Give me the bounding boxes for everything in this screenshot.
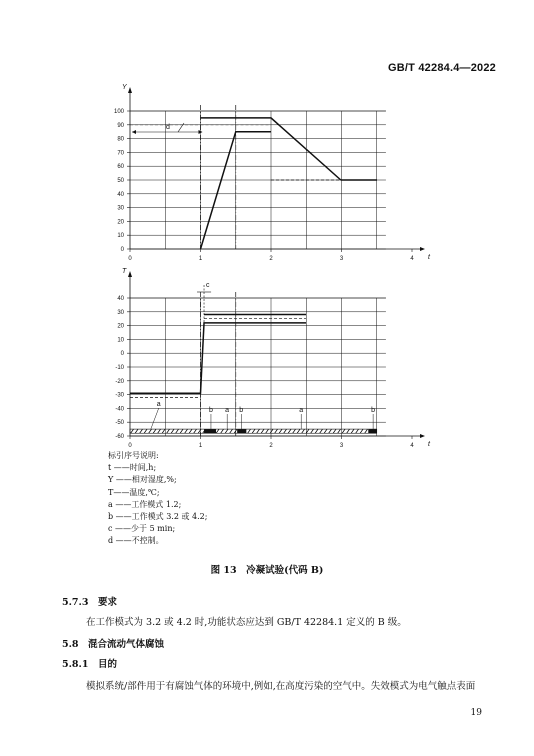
page-number: 19 [470, 708, 482, 718]
x-tick-label: 0 [128, 443, 132, 449]
section-heading-5-7-3: 5.7.3 要求 [62, 597, 117, 608]
y-tick-label: 10 [117, 337, 124, 344]
mode-a-hatch-bar [130, 429, 377, 433]
x-tick-label: 2 [269, 256, 273, 262]
y-axis-label: T [122, 268, 127, 275]
x-axis-label: t [428, 254, 430, 261]
standard-code: GB/T 42284.4—2022 [388, 62, 496, 74]
x-axis-label: t [428, 441, 430, 448]
mode-b-block [368, 429, 376, 433]
mode-b-block [204, 429, 216, 433]
y-tick-label: -50 [115, 420, 124, 427]
legend-item: t ——时间,h; [108, 463, 157, 473]
y-tick-label: -20 [115, 378, 124, 385]
legend-item: a ——工作模式 1.2; [108, 499, 182, 509]
y-tick-label: -40 [115, 406, 124, 413]
y-axis-label: Y [122, 84, 127, 91]
y-tick-label: 40 [117, 191, 124, 198]
y-tick-label: 30 [117, 309, 124, 316]
legend-item: c ——少于 5 min; [108, 524, 176, 534]
y-tick-label: 20 [117, 219, 124, 226]
y-tick-label: 80 [117, 136, 124, 143]
section-heading-5-8-1: 5.8.1 目的 [62, 659, 117, 670]
annotation-label: a [225, 407, 230, 414]
annotation-label: d [166, 124, 170, 131]
x-tick-label: 1 [198, 443, 203, 449]
y-tick-label: 0 [120, 351, 124, 358]
y-tick-label: 20 [117, 323, 124, 330]
x-tick-label: 4 [410, 443, 414, 449]
y-tick-label: 100 [113, 109, 124, 115]
legend-item: Y ——相对湿度,%; [108, 475, 177, 485]
x-tick-label: 1 [198, 256, 203, 262]
section-5-8-1-text: 模拟系统/部件用于有腐蚀气体的环境中,例如,在高度污染的空气中。失效模式为电气触点表面 [86, 681, 476, 692]
x-tick-label: 4 [410, 256, 414, 262]
legend-item: b ——工作模式 3.2 或 4.2; [108, 512, 208, 522]
y-tick-label: 50 [117, 178, 124, 184]
series-line [130, 323, 306, 393]
y-axis-arrow [128, 271, 132, 277]
y-tick-label: 60 [117, 164, 124, 171]
section-5-7-3-text: 在工作模式为 3.2 或 4.2 时,功能状态应达到 GB/T 42284.1 定义的 B 级。 [86, 617, 407, 628]
y-tick-label: -30 [115, 392, 124, 399]
y-tick-label: -10 [115, 365, 124, 371]
x-tick-label: 3 [339, 256, 344, 262]
mode-b-block [237, 429, 246, 433]
y-tick-label: 70 [117, 150, 124, 157]
figure-legend [108, 450, 207, 548]
annotation-label: a [299, 407, 304, 414]
legend-item: d ——不控制。 [108, 536, 164, 546]
legend-item: T——温度,℃; [108, 487, 160, 497]
annotation-label: c [206, 282, 210, 289]
x-axis-arrow [420, 434, 425, 438]
annotation-leader [151, 408, 159, 429]
y-tick-label: 30 [117, 205, 124, 212]
figure-caption: 图 13 冷凝试验(代码 B) [210, 565, 324, 576]
y-tick-label: 0 [120, 247, 124, 253]
annotation-label: a [156, 401, 161, 408]
annotation-label: b [208, 407, 213, 414]
y-tick-label: 90 [117, 122, 124, 129]
annotation-label: b [239, 407, 244, 414]
y-tick-label: -60 [115, 434, 124, 440]
legend-title: 标引序号说明: [108, 451, 159, 460]
y-tick-label: 40 [117, 296, 124, 302]
section-heading-5-8: 5.8 混合流动气体腐蚀 [62, 639, 165, 650]
annotation-label: b [371, 407, 376, 414]
x-tick-label: 2 [269, 443, 273, 449]
x-tick-label: 3 [339, 443, 344, 449]
x-tick-label: 0 [128, 256, 132, 262]
y-tick-label: 10 [117, 233, 124, 240]
